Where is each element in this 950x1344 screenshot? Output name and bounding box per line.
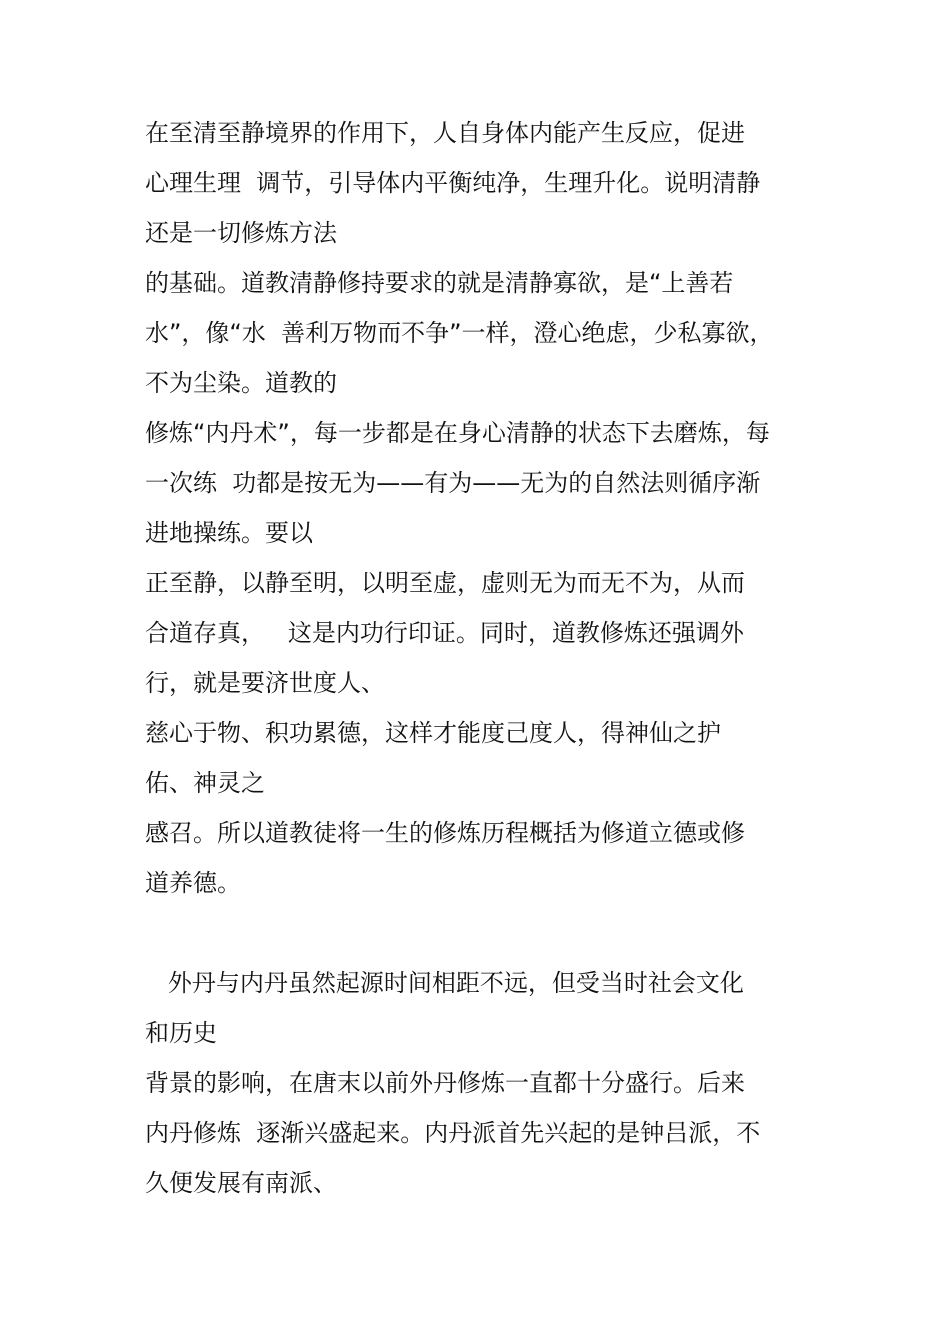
paragraph-2 xyxy=(145,958,845,1208)
text-line: 道养德。 xyxy=(145,869,241,897)
document-body xyxy=(145,108,845,1208)
text-line: 感召。所以道教徒将一生的修炼历程概括为修道立德或修 xyxy=(145,819,745,847)
text-line: 正至静，以静至明，以明至虚，虚则无为而无不为，从而 xyxy=(145,569,745,597)
text-line: 和历史 xyxy=(145,1019,217,1047)
text-line: 心理生理 调节，引导体内平衡纯净，生理升化。说明清静 xyxy=(145,169,761,197)
paragraph-gap xyxy=(145,908,845,958)
text-line: 外丹与内丹虽然起源时间相距不远，但受当时社会文化 xyxy=(145,969,744,997)
text-line: 内丹修炼 逐渐兴盛起来。内丹派首先兴起的是钟吕派，不 xyxy=(145,1119,761,1147)
text-line: 不为尘染。道教的 xyxy=(145,369,337,397)
paragraph-1 xyxy=(145,108,845,908)
text-line: 修炼“内丹术”，每一步都是在身心清静的状态下去磨炼，每 xyxy=(145,419,770,447)
text-line: 慈心于物、积功累德，这样才能度己度人，得神仙之护 xyxy=(145,719,721,747)
text-line: 行，就是要济世度人、 xyxy=(145,669,385,697)
text-line: 的基础。道教清静修持要求的就是清静寡欲，是“上善若 xyxy=(145,269,734,297)
text-line: 还是一切修炼方法 xyxy=(145,219,337,247)
text-line: 一次练 功都是按无为——有为——无为的自然法则循序渐 xyxy=(145,469,761,497)
text-line: 进地操练。要以 xyxy=(145,519,313,547)
text-line: 佑、神灵之 xyxy=(145,769,265,797)
text-line: 合道存真， 这是内功行印证。同时，道教修炼还强调外 xyxy=(145,619,744,647)
text-line: 在至清至静境界的作用下，人自身体内能产生反应，促进 xyxy=(145,119,745,147)
text-line: 久便发展有南派、 xyxy=(145,1169,337,1197)
text-line: 背景的影响，在唐末以前外丹修炼一直都十分盛行。后来 xyxy=(145,1069,745,1097)
text-line: 水”，像“水 善利万物而不争”一样，澄心绝虑，少私寡欲， xyxy=(145,319,774,347)
